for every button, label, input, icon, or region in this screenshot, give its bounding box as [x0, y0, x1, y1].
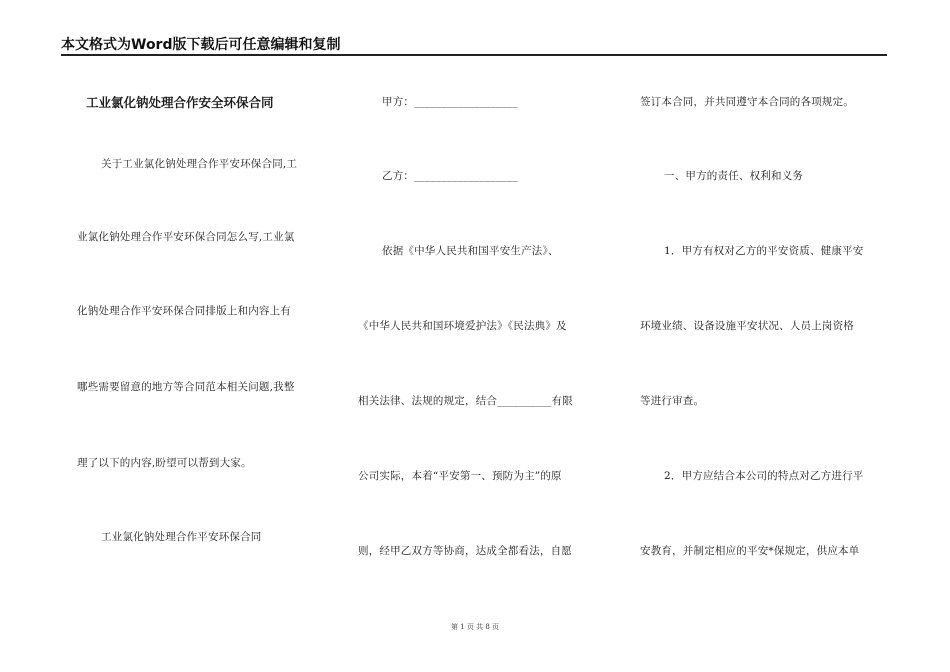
paragraph-line: 则，经甲乙双方等协商，达成全都看法，自愿	[358, 545, 572, 557]
paragraph-line: 《中华人民共和国环境爱护法》《民法典》及	[358, 320, 567, 332]
paragraph-line: 等进行审查。	[640, 395, 705, 407]
document-header-title: 本文格式为Word版下载后可任意编辑和复制	[61, 37, 341, 53]
paragraph-line: 环境业绩、设备设施平安状况、人员上岗资格	[640, 320, 854, 332]
section-heading: 一、甲方的责任、权利和义务	[664, 170, 804, 182]
paragraph-line: 业氯化钠处理合作平安环保合同怎么写,工业氯	[77, 231, 295, 243]
party-b-line: 乙方：___________________	[382, 170, 518, 182]
contract-title: 工业氯化钠处理合作安全环保合同	[86, 95, 274, 110]
header-divider	[61, 54, 887, 56]
paragraph-line: 化钠处理合作平安环保合同排版上和内容上有	[77, 305, 291, 317]
section-heading: 工业氯化钠处理合作平安环保合同	[101, 531, 262, 543]
paragraph-line: 安教育，并制定相应的平安*保规定，供应本单	[640, 545, 860, 557]
paragraph-line: 签订本合同，并共同遵守本合同的各项规定。	[640, 96, 854, 108]
paragraph-line: 1．甲方有权对乙方的平安资质、健康平安	[664, 245, 864, 257]
paragraph-line: 关于工业氯化钠处理合作平安环保合同,工	[101, 158, 298, 170]
paragraph-line: 2．甲方应结合本公司的特点对乙方进行平	[664, 470, 864, 482]
paragraph-line: 相关法律、法规的规定，结合__________有限	[358, 395, 573, 407]
paragraph-line: 依据《中华人民共和国平安生产法》、	[382, 245, 559, 257]
paragraph-line: 理了以下的内容,盼望可以帮到大家。	[77, 457, 252, 469]
page-number-footer: 第 1 页 共 8 页	[450, 623, 500, 631]
paragraph-line: 哪些需要留意的地方等合同范本相关问题,我整	[77, 381, 295, 393]
paragraph-line: 公司实际，本着“平安第一、预防为主”的原	[358, 470, 562, 482]
party-a-line: 甲方：___________________	[382, 96, 518, 108]
